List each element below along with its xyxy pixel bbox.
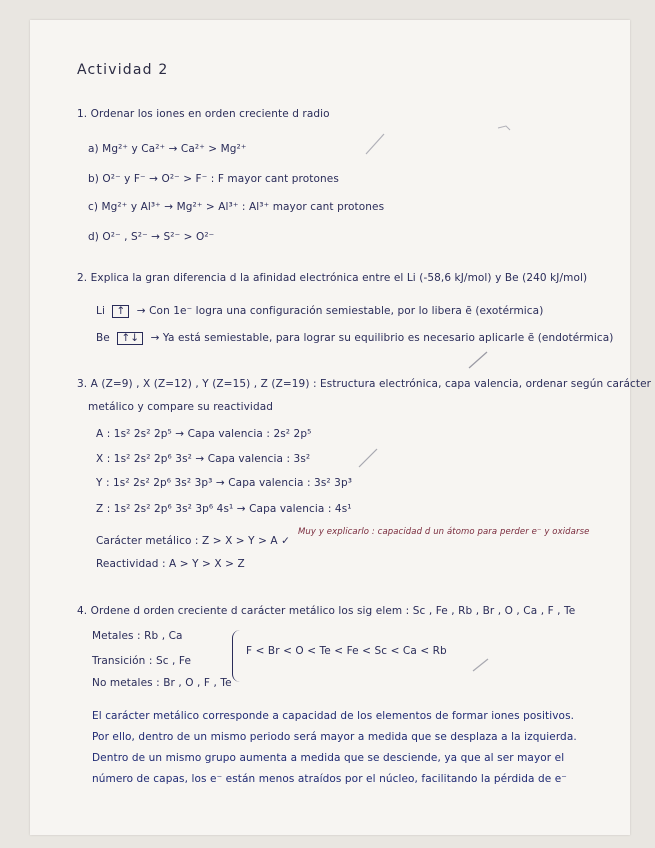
q1-answer-b: b) O²⁻ y F⁻ → O²⁻ > F⁻ : F mayor cant protones xyxy=(88,173,339,185)
q4-paragraph: El carácter metálico corresponde a capacidad de los elementos de formar iones positivos. Por ello, dentro de un mismo periodo será mayor a medida que se desplaza a la izquierda. Dentro de un mismo grupo aumenta a medida que se desciende, ya que al ser mayor el número de capas, los e⁻ están menos atraídos por el núcleo, facilitando la pérdida de e⁻ xyxy=(92,710,577,785)
q4-order: F < Br < O < Te < Fe < Sc < Ca < Rb xyxy=(246,645,447,657)
li-explanation: → Con 1e⁻ logra una configuración semiestable, por lo libera ẽ (exotérmica) xyxy=(136,305,544,317)
q2-check-mark xyxy=(465,348,495,372)
q2-li-line xyxy=(96,305,543,318)
q3-config-y: Y : 1s² 2s² 2p⁶ 3s² 3p³ → Capa valencia : 3s² 3p³ xyxy=(96,477,353,489)
q3-prompt-line2: metálico y compare su reactividad xyxy=(88,401,274,413)
li-label: Li xyxy=(96,305,105,317)
q4-transicion: Transición : Sc , Fe xyxy=(92,655,192,667)
q1-answer-d: d) O²⁻ , S²⁻ → S²⁻ > O²⁻ xyxy=(88,231,215,243)
q1-prompt: 1. Ordenar los iones en orden creciente d radio xyxy=(77,108,330,120)
q3-check-mark xyxy=(355,445,385,471)
q1-check-mark xyxy=(360,120,560,160)
q4-metales: Metales : Rb , Ca xyxy=(92,630,183,642)
q4-no-metales: No metales : Br , O , F , Te xyxy=(92,677,232,689)
q2-prompt: 2. Explica la gran diferencia d la afinidad electrónica entre el Li (-58,6 kJ/mol) y Be (240 kJ/mol) xyxy=(77,272,588,284)
q3-metallic-order: Carácter metálico : Z > X > Y > A ✓ xyxy=(96,535,291,547)
q3-teacher-note: Muy y explicarlo : capacidad d un átomo para perder e⁻ y oxidarse xyxy=(298,527,590,537)
page-title: Actividad 2 xyxy=(77,62,169,78)
q2-be-line xyxy=(96,332,613,345)
q3-config-x: X : 1s² 2s² 2p⁶ 3s² → Capa valencia : 3s² xyxy=(96,453,311,465)
q3-reactivity: Reactividad : A > Y > X > Z xyxy=(96,558,245,570)
li-orbital-box: ↑ xyxy=(112,305,129,318)
q3-config-z: Z : 1s² 2s² 2p⁶ 3s² 3p⁶ 4s¹ → Capa valencia : 4s¹ xyxy=(96,503,352,515)
q1-answer-a: a) Mg²⁺ y Ca²⁺ → Ca²⁺ > Mg²⁺ xyxy=(88,143,247,155)
q3-config-a: A : 1s² 2s² 2p⁵ → Capa valencia : 2s² 2p⁵ xyxy=(96,428,312,440)
q4-check-mark xyxy=(470,655,494,675)
q1-answer-c: c) Mg²⁺ y Al³⁺ → Mg²⁺ > Al³⁺ : Al³⁺ mayor cant protones xyxy=(88,201,385,213)
q4-brace xyxy=(232,630,243,682)
q3-prompt-line1: 3. A (Z=9) , X (Z=12) , Y (Z=15) , Z (Z=19) : Estructura electrónica, capa valencia, ordenar según carácter xyxy=(77,378,652,390)
be-explanation: → Ya está semiestable, para lograr su equilibrio es necesario aplicarle ẽ (endotérmica) xyxy=(150,332,614,344)
q4-prompt: 4. Ordene d orden creciente d carácter metálico los sig elem : Sc , Fe , Rb , Br , O , Ca , F , Te xyxy=(77,605,576,617)
be-orbital-box: ↑↓ xyxy=(117,332,143,345)
be-label: Be xyxy=(96,332,110,344)
